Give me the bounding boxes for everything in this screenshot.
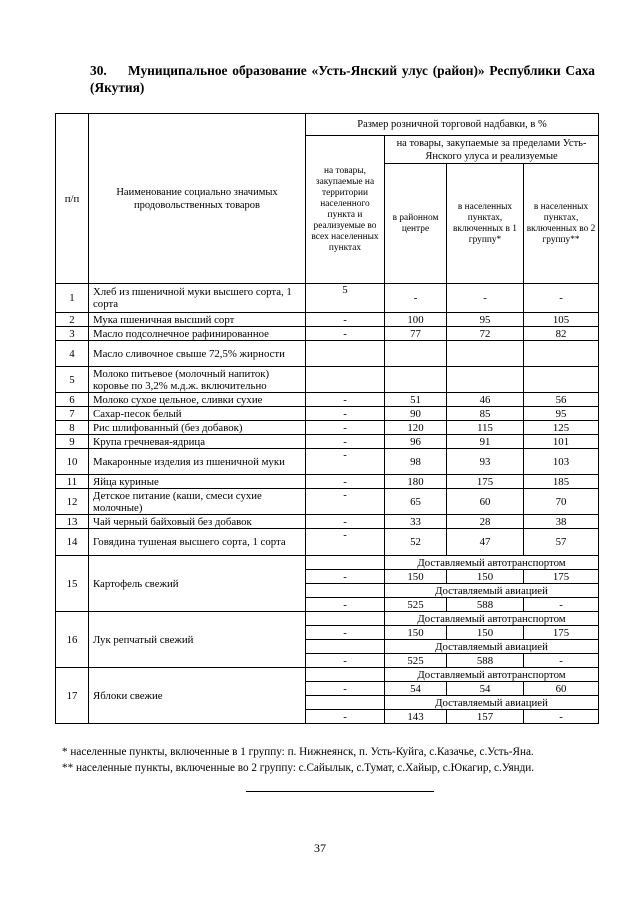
markup-g1: 115 [447, 421, 524, 435]
product-name: Сахар-песок белый [89, 407, 306, 421]
row-number: 11 [56, 475, 89, 489]
markup-g1 [447, 367, 524, 393]
product-name: Молоко сухое цельное, сливки сухие [89, 393, 306, 407]
row-number: 1 [56, 284, 89, 313]
markup-g1: 46 [447, 393, 524, 407]
markup-local: 5 [306, 284, 385, 313]
markup-g2: 56 [524, 393, 599, 407]
markup-local-empty [306, 668, 385, 682]
row-number: 5 [56, 367, 89, 393]
road-markup-local: - [306, 626, 385, 640]
markup-local: - [306, 515, 385, 529]
air-markup-g2: - [524, 710, 599, 724]
air-markup-center: 525 [385, 654, 447, 668]
markup-g2 [524, 367, 599, 393]
markup-g2: 82 [524, 327, 599, 341]
product-name: Чай черный байховый без добавок [89, 515, 306, 529]
transport-air-label: Доставляемый авиацией [385, 640, 599, 654]
road-markup-center: 150 [385, 570, 447, 584]
road-markup-g2: 175 [524, 570, 599, 584]
markup-g1 [447, 341, 524, 367]
table-row [56, 529, 599, 556]
table-row [56, 435, 599, 449]
row-number: 14 [56, 529, 89, 556]
row-number: 12 [56, 489, 89, 515]
header-product-name: Наименование социально значимых продовольственных товаров [89, 114, 306, 284]
markup-center: 98 [385, 449, 447, 475]
air-markup-center: 143 [385, 710, 447, 724]
product-name: Рис шлифованный (без добавок) [89, 421, 306, 435]
table-row [56, 612, 599, 626]
table-row [56, 341, 599, 367]
markup-g1: 60 [447, 489, 524, 515]
header-number: п/п [56, 114, 89, 284]
markup-local-empty [306, 696, 385, 710]
table-row [56, 556, 599, 570]
header-markup: Размер розничной торговой надбавки, в % [306, 114, 599, 136]
markup-local: - [306, 475, 385, 489]
road-markup-g1: 150 [447, 570, 524, 584]
table-row [56, 421, 599, 435]
markup-g2 [524, 341, 599, 367]
row-number: 15 [56, 556, 89, 612]
markup-center: 65 [385, 489, 447, 515]
product-name: Картофель свежий [89, 556, 306, 612]
markup-g2: 101 [524, 435, 599, 449]
markup-g2: 57 [524, 529, 599, 556]
header-outside-goods: на товары, закупаемые за пределами Усть-Янского улуса и реализуемые [385, 136, 599, 164]
row-number: 6 [56, 393, 89, 407]
table-row [56, 515, 599, 529]
markup-local: - [306, 435, 385, 449]
markup-local: - [306, 327, 385, 341]
transport-road-label: Доставляемый автотранспортом [385, 668, 599, 682]
row-number: 13 [56, 515, 89, 529]
product-name: Масло подсолнечное рафинированное [89, 327, 306, 341]
row-number: 10 [56, 449, 89, 475]
air-markup-g2: - [524, 654, 599, 668]
row-number: 7 [56, 407, 89, 421]
markup-local: - [306, 529, 385, 556]
markup-center: 100 [385, 313, 447, 327]
markup-g2: - [524, 284, 599, 313]
product-name: Яблоки свежие [89, 668, 306, 724]
road-markup-g1: 54 [447, 682, 524, 696]
markup-local: - [306, 449, 385, 475]
transport-road-label: Доставляемый автотранспортом [385, 612, 599, 626]
header-group2: в населенных пунктах, включенных во 2 группу** [524, 164, 599, 284]
header-local-goods: на товары, закупаемые на территории населенного пункта и реализуемые во всех населенных пунктах [306, 136, 385, 284]
markup-center: 33 [385, 515, 447, 529]
air-markup-g2: - [524, 598, 599, 612]
footnote-group1: * населенные пункты, включенные в 1 группу: п. Нижнеянск, п. Усть-Куйга, с.Казачье, с.Усть-Яна. [62, 746, 534, 758]
transport-road-label: Доставляемый автотранспортом [385, 556, 599, 570]
table-row [56, 367, 599, 393]
road-markup-g2: 175 [524, 626, 599, 640]
table-row [56, 393, 599, 407]
markup-local: - [306, 407, 385, 421]
markup-local: - [306, 421, 385, 435]
table-row [56, 668, 599, 682]
section-number: 30. [90, 63, 107, 78]
road-markup-local: - [306, 570, 385, 584]
markup-g2: 105 [524, 313, 599, 327]
product-name: Яйца куриные [89, 475, 306, 489]
markup-center: - [385, 284, 447, 313]
markup-center: 180 [385, 475, 447, 489]
road-markup-local: - [306, 682, 385, 696]
row-number: 4 [56, 341, 89, 367]
product-name: Масло сливочное свыше 72,5% жирности [89, 341, 306, 367]
section-title: Муниципальное образование «Усть-Янский улус (район)» Республики Саха (Якутия) [90, 63, 595, 95]
markup-center: 52 [385, 529, 447, 556]
table-row [56, 489, 599, 515]
road-markup-center: 54 [385, 682, 447, 696]
air-markup-local: - [306, 654, 385, 668]
row-number: 16 [56, 612, 89, 668]
row-number: 17 [56, 668, 89, 724]
table-row [56, 449, 599, 475]
markup-local-empty [306, 556, 385, 570]
markup-center: 77 [385, 327, 447, 341]
road-markup-g2: 60 [524, 682, 599, 696]
product-name: Молоко питьевое (молочный напиток) коровье по 3,2% м.д.ж. включительно [89, 367, 306, 393]
markup-center: 120 [385, 421, 447, 435]
footnote-group2: ** населенные пункты, включенные во 2 группу: с.Сайылык, с.Тумат, с.Хайыр, с.Юкагир, с.Уянди. [62, 762, 535, 774]
markup-g2: 95 [524, 407, 599, 421]
product-name: Макаронные изделия из пшеничной муки [89, 449, 306, 475]
markup-g1: 72 [447, 327, 524, 341]
air-markup-g1: 588 [447, 598, 524, 612]
transport-air-label: Доставляемый авиацией [385, 584, 599, 598]
product-name: Крупа гречневая-ядрица [89, 435, 306, 449]
row-number: 2 [56, 313, 89, 327]
product-name: Детское питание (каши, смеси сухие молочные) [89, 489, 306, 515]
markup-g1: 95 [447, 313, 524, 327]
product-name: Говядина тушеная высшего сорта, 1 сорта [89, 529, 306, 556]
markup-g2: 185 [524, 475, 599, 489]
table-row [56, 284, 599, 313]
markup-local: - [306, 313, 385, 327]
markup-center: 96 [385, 435, 447, 449]
table-row [56, 407, 599, 421]
markup-g1: 91 [447, 435, 524, 449]
table-row [56, 313, 599, 327]
markup-local [306, 341, 385, 367]
markup-g1: 175 [447, 475, 524, 489]
page-number: 37 [314, 841, 326, 855]
markup-g1: 28 [447, 515, 524, 529]
row-number: 8 [56, 421, 89, 435]
markup-local [306, 367, 385, 393]
section-heading [90, 62, 595, 96]
markup-center [385, 367, 447, 393]
markup-local-empty [306, 640, 385, 654]
product-name: Хлеб из пшеничной муки высшего сорта, 1 сорта [89, 284, 306, 313]
markup-g1: 47 [447, 529, 524, 556]
air-markup-g1: 157 [447, 710, 524, 724]
product-name: Мука пшеничная высший сорт [89, 313, 306, 327]
air-markup-local: - [306, 598, 385, 612]
road-markup-g1: 150 [447, 626, 524, 640]
markup-local-empty [306, 584, 385, 598]
markup-g2: 70 [524, 489, 599, 515]
row-number: 3 [56, 327, 89, 341]
markup-center: 90 [385, 407, 447, 421]
table-row [56, 327, 599, 341]
header-district-center: в районном центре [385, 164, 447, 284]
markup-table [55, 113, 599, 724]
header-group1: в населенных пунктах, включенных в 1 группу* [447, 164, 524, 284]
air-markup-center: 525 [385, 598, 447, 612]
row-number: 9 [56, 435, 89, 449]
air-markup-local: - [306, 710, 385, 724]
markup-g1: - [447, 284, 524, 313]
markup-local-empty [306, 612, 385, 626]
markup-g2: 125 [524, 421, 599, 435]
markup-center [385, 341, 447, 367]
markup-g1: 93 [447, 449, 524, 475]
transport-air-label: Доставляемый авиацией [385, 696, 599, 710]
markup-center: 51 [385, 393, 447, 407]
table-row [56, 475, 599, 489]
footnote-divider [246, 791, 434, 792]
air-markup-g1: 588 [447, 654, 524, 668]
markup-g2: 103 [524, 449, 599, 475]
markup-g1: 85 [447, 407, 524, 421]
road-markup-center: 150 [385, 626, 447, 640]
markup-local: - [306, 393, 385, 407]
product-name: Лук репчатый свежий [89, 612, 306, 668]
markup-local: - [306, 489, 385, 515]
markup-g2: 38 [524, 515, 599, 529]
